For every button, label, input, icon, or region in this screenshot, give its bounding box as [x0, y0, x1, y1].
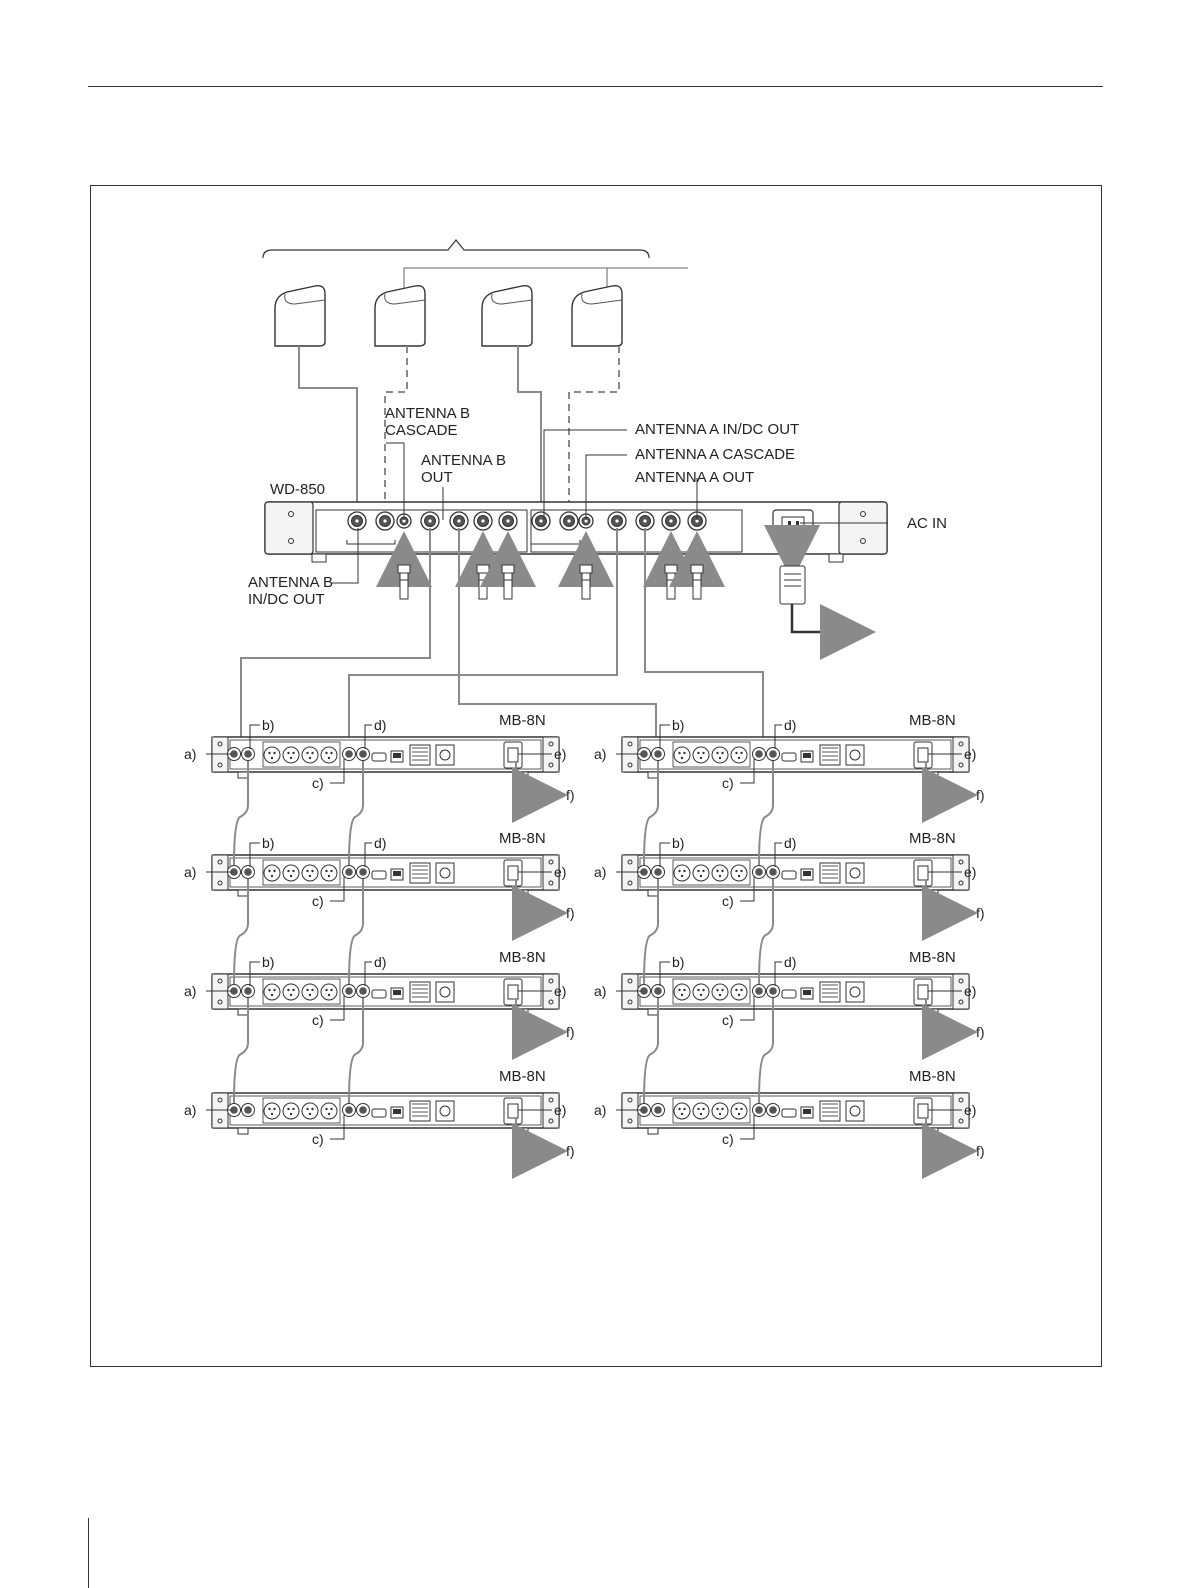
- callout-d-label: d): [374, 717, 387, 733]
- xlr-output-icon: [283, 1103, 299, 1119]
- xlr-output-icon: [693, 984, 709, 1000]
- callout-f-label: f): [566, 1143, 575, 1159]
- callout-a-label: a): [184, 1102, 197, 1118]
- serial-port-icon: [782, 753, 796, 761]
- antenna-b-out-label-2: OUT: [421, 469, 453, 486]
- distribution-cable-2: [349, 528, 617, 760]
- callout-c-label: c): [722, 893, 734, 909]
- xlr-output-icon: [674, 747, 690, 763]
- mb8n-model-label: MB-8N: [499, 1068, 546, 1085]
- wd850-bnc-jack-icon: [376, 512, 394, 530]
- wd850-bnc-jack-icon: [474, 512, 492, 530]
- callout-b-label: b): [672, 954, 685, 970]
- cascade-cable-d: [759, 998, 773, 1103]
- xlr-output-icon: [302, 865, 318, 881]
- wd850-bnc-jack-icon: [560, 512, 578, 530]
- mb8n-unit-4: [594, 830, 985, 921]
- antenna-b-cascade-label-1: ANTENNA B: [385, 405, 471, 422]
- callout-d-label: d): [374, 954, 387, 970]
- xlr-input-icon: [846, 863, 864, 883]
- mb8n-model-label: MB-8N: [909, 712, 956, 729]
- callout-b-label: b): [262, 954, 275, 970]
- callout-e-label: e): [554, 864, 567, 880]
- callout-f-label: f): [566, 1024, 575, 1040]
- xlr-output-icon: [264, 747, 280, 763]
- xlr-output-icon: [321, 865, 337, 881]
- xlr-output-icon: [693, 747, 709, 763]
- callout-e-label: e): [554, 983, 567, 999]
- antenna-b-in-label-2: IN/DC OUT: [248, 591, 325, 608]
- mb8n-unit-2: [594, 712, 985, 803]
- callout-e-label: e): [964, 864, 977, 880]
- xlr-input-icon: [436, 982, 454, 1002]
- antenna-3-icon: [482, 286, 532, 346]
- mb8n-model-label: MB-8N: [909, 830, 956, 847]
- callout-c-label: c): [722, 775, 734, 791]
- xlr-output-icon: [712, 747, 728, 763]
- callout-a-label: a): [594, 864, 607, 880]
- antenna-2-icon: [375, 286, 425, 346]
- callout-e-label: e): [964, 1102, 977, 1118]
- callout-b-label: b): [672, 835, 685, 851]
- xlr-input-icon: [436, 1101, 454, 1121]
- serial-port-icon: [372, 1109, 386, 1117]
- callout-e-label: e): [554, 1102, 567, 1118]
- cascade-cable-d: [349, 761, 363, 865]
- xlr-output-icon: [731, 747, 747, 763]
- antenna-a-out-label: ANTENNA A OUT: [635, 469, 755, 486]
- callout-f-label: f): [976, 905, 985, 921]
- mb8n-model-label: MB-8N: [909, 1068, 956, 1085]
- xlr-input-icon: [436, 745, 454, 765]
- antenna-cable-1: [299, 346, 357, 525]
- antenna-cable-4: [569, 346, 619, 525]
- xlr-output-icon: [712, 1103, 728, 1119]
- cascade-cable-d: [349, 879, 363, 984]
- mb8n-unit-1: [184, 712, 575, 803]
- callout-a-label: a): [184, 983, 197, 999]
- callout-d-label: d): [784, 835, 797, 851]
- wd850-model-label: WD-850: [270, 481, 326, 498]
- callout-a-label: a): [594, 746, 607, 762]
- antenna-b-in-label-1: ANTENNA B: [248, 574, 334, 591]
- mb8n-model-label: MB-8N: [499, 830, 546, 847]
- serial-port-icon: [782, 871, 796, 879]
- xlr-output-icon: [302, 1103, 318, 1119]
- antenna-group-bracket: [404, 268, 688, 292]
- cascade-cable-d: [759, 879, 773, 984]
- xlr-output-icon: [283, 984, 299, 1000]
- xlr-output-icon: [302, 984, 318, 1000]
- antenna-a-in-label: ANTENNA A IN/DC OUT: [635, 421, 800, 438]
- serial-port-icon: [782, 990, 796, 998]
- wd850-bnc-jack-icon: [421, 512, 439, 530]
- mb8n-unit-6: [594, 949, 985, 1040]
- mb8n-model-label: MB-8N: [909, 949, 956, 966]
- distribution-cable-3: [459, 528, 656, 760]
- callout-c-label: c): [722, 1012, 734, 1028]
- ac-in-label: AC IN: [907, 515, 948, 532]
- callout-c-label: c): [722, 1131, 734, 1147]
- callout-e-label: e): [964, 983, 977, 999]
- cascade-cables: [234, 761, 773, 1103]
- xlr-input-icon: [846, 745, 864, 765]
- callout-a-label: a): [184, 864, 197, 880]
- xlr-output-icon: [731, 865, 747, 881]
- mb8n-unit-8: [594, 1068, 985, 1159]
- xlr-input-icon: [846, 1101, 864, 1121]
- callout-f-label: f): [566, 905, 575, 921]
- xlr-output-icon: [731, 1103, 747, 1119]
- xlr-output-icon: [712, 984, 728, 1000]
- cascade-cable-d: [759, 761, 773, 865]
- serial-port-icon: [782, 1109, 796, 1117]
- serial-port-icon: [372, 990, 386, 998]
- antenna-cable-3: [518, 346, 541, 525]
- xlr-output-icon: [674, 1103, 690, 1119]
- callout-d-label: d): [784, 954, 797, 970]
- xlr-output-icon: [731, 984, 747, 1000]
- xlr-output-icon: [283, 865, 299, 881]
- xlr-output-icon: [321, 1103, 337, 1119]
- callout-d-label: d): [784, 717, 797, 733]
- callout-f-label: f): [976, 1024, 985, 1040]
- callout-b-label: b): [262, 717, 275, 733]
- callout-a-label: a): [184, 746, 197, 762]
- wd850-bnc-jack-icon: [450, 512, 468, 530]
- callout-f-label: f): [976, 1143, 985, 1159]
- xlr-output-icon: [674, 984, 690, 1000]
- callout-a-label: a): [594, 1102, 607, 1118]
- xlr-output-icon: [693, 865, 709, 881]
- callout-a-label: a): [594, 983, 607, 999]
- cascade-cable-d: [349, 998, 363, 1103]
- callout-f-label: f): [566, 787, 575, 803]
- xlr-output-icon: [283, 747, 299, 763]
- wd850-bnc-jack-icon: [348, 512, 366, 530]
- mb8n-unit-3: [184, 830, 575, 921]
- xlr-input-icon: [436, 863, 454, 883]
- antenna-1-icon: [275, 286, 325, 346]
- serial-port-icon: [372, 753, 386, 761]
- antenna-group-brace: [263, 240, 649, 258]
- wd850-bnc-jack-icon: [662, 512, 680, 530]
- xlr-output-icon: [693, 1103, 709, 1119]
- mb8n-model-label: MB-8N: [499, 712, 546, 729]
- xlr-output-icon: [321, 747, 337, 763]
- callout-c-label: c): [312, 1012, 324, 1028]
- xlr-output-icon: [264, 984, 280, 1000]
- antenna-b-cascade-label-2: CASCADE: [385, 422, 458, 439]
- wd850-bnc-jack-icon: [532, 512, 550, 530]
- callout-e-label: e): [964, 746, 977, 762]
- wd850-bnc-jack-icon: [608, 512, 626, 530]
- xlr-output-icon: [302, 747, 318, 763]
- mb8n-unit-5: [184, 949, 575, 1040]
- callout-c-label: c): [312, 893, 324, 909]
- callout-d-label: d): [374, 835, 387, 851]
- xlr-output-icon: [674, 865, 690, 881]
- wd850-bnc-jack-icon: [499, 512, 517, 530]
- xlr-output-icon: [264, 865, 280, 881]
- callout-c-label: c): [312, 1131, 324, 1147]
- xlr-output-icon: [321, 984, 337, 1000]
- callout-e-label: e): [554, 746, 567, 762]
- serial-port-icon: [372, 871, 386, 879]
- mb8n-model-label: MB-8N: [499, 949, 546, 966]
- wd850-bnc-jack-icon: [636, 512, 654, 530]
- antenna-a-cascade-label: ANTENNA A CASCADE: [635, 446, 796, 463]
- callout-b-label: b): [672, 717, 685, 733]
- xlr-output-icon: [712, 865, 728, 881]
- callout-f-label: f): [976, 787, 985, 803]
- callout-c-label: c): [312, 775, 324, 791]
- antenna-b-out-label-1: ANTENNA B: [421, 452, 507, 469]
- callout-b-label: b): [262, 835, 275, 851]
- xlr-output-icon: [264, 1103, 280, 1119]
- xlr-input-icon: [846, 982, 864, 1002]
- mb8n-unit-7: [184, 1068, 575, 1159]
- antenna-4-icon: [572, 286, 622, 346]
- wd850-power-cord: [780, 548, 862, 632]
